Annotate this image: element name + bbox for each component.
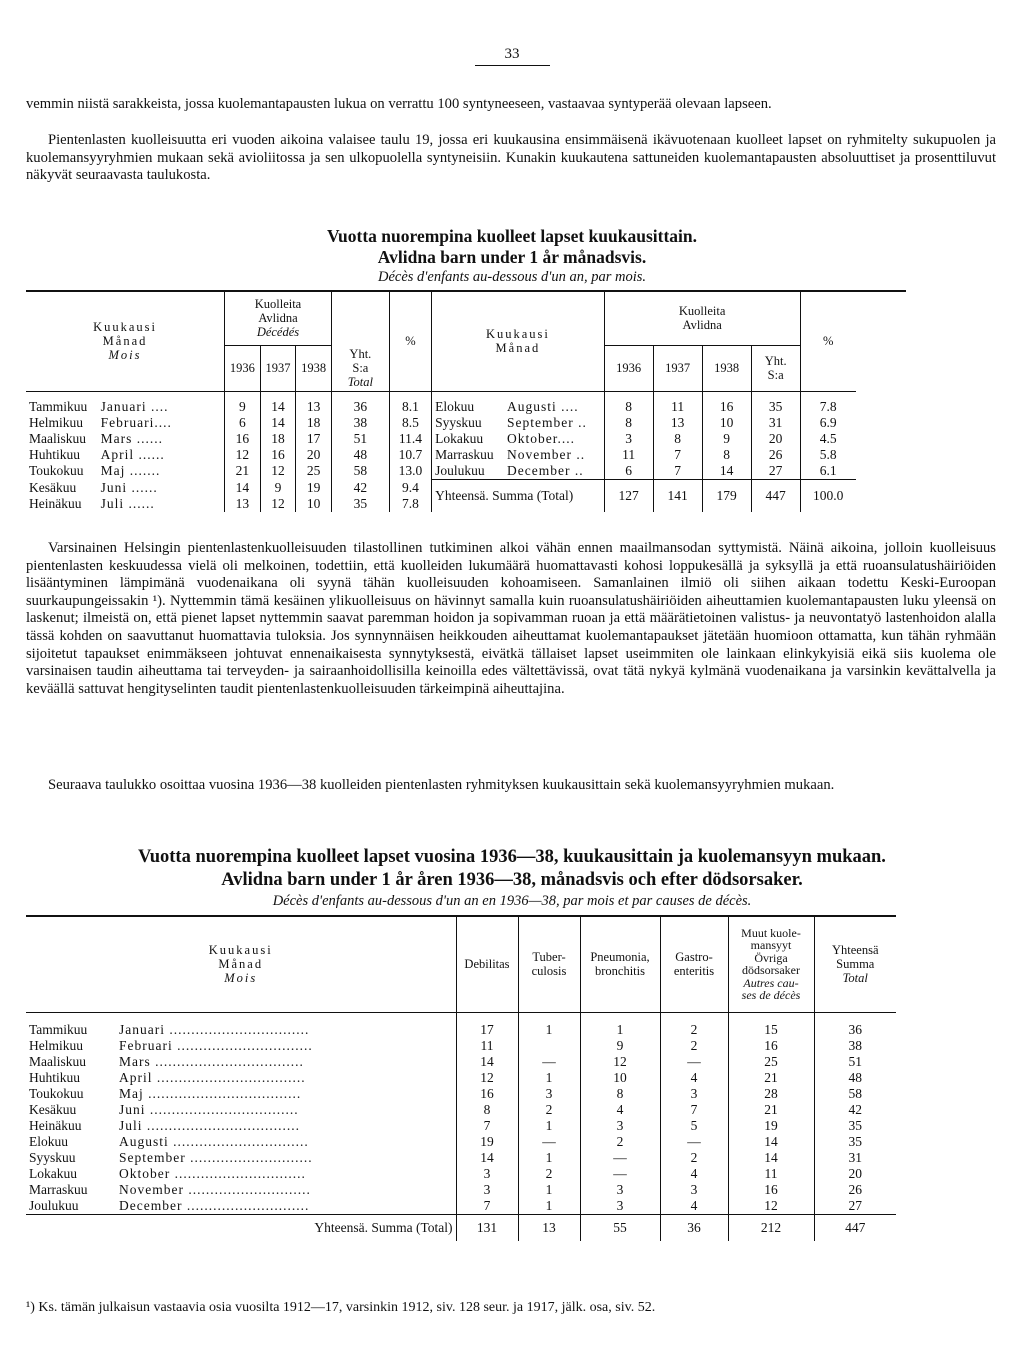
paragraph-intro: vemmin niistä sarakkeista, jossa kuolemantapausten lukua on verrattu 100 syntyneeseen, vastaavaa syntyperää olevaan lapseen. [26, 96, 772, 112]
paragraph-seasonal: Pientenlasten kuolleisuutta eri vuoden aikoina valaisee taulu 19, jossa eri kuukausina ensimmäisenä ikävuotenaan kuolleet lapset on ryhmitelty sukupuolen ja kuolemansyyryhmien mukaan sekä avioliitossa ja sen ulkopuolella syntyneisiin. Kunakin kuukautena sattuneiden kuolemantapausten absoluuttiset ja prosenttiluvut näkyvät seuraavasta taulukosta. [26, 132, 996, 184]
right-year-1936-header: 1936 [604, 345, 653, 391]
table2-row: Kesäkuu Juni .................................. 8 2 4 7 21 42 [29, 1102, 862, 1117]
monthly-deaths-table [26, 290, 906, 512]
table2-row: Maaliskuu Mars .................................. 14 — 12 — 25 51 [29, 1054, 862, 1069]
tuberculosis-header: Tuber- culosis [518, 916, 580, 1012]
table1-row: Kesäkuu Juni ...... 14 9 19 42 9.4 Yhteensä. Summa (Total) 127 141 179 447 100.0 [26, 480, 906, 496]
table1-title-sv: Avlidna barn under 1 år månadsvis. [377, 247, 647, 267]
year-1937-header: 1937 [260, 345, 296, 391]
footnote: ¹) Ks. tämän julkaisun vastaavia osia vuosilta 1912—17, varsinkin 1912, siv. 128 seur. ja 1917, jälk. osa, siv. 52. [26, 1300, 656, 1315]
table2-title-sv: Avlidna barn under 1 år åren 1936—38, månadsvis och efter dödsorsaker. [221, 870, 803, 890]
table1-row: Maaliskuu Mars ...... 16 18 17 51 11.4 Lokakuu Oktober.... 3 8 9 20 4.5 [29, 431, 837, 446]
table1-deaths-header: Kuolleita Avlidna Décédés [225, 291, 332, 345]
other-causes-header: Muut kuole- mansyyt Övriga dödsorsaker Autres cau- ses de décès [728, 916, 814, 1012]
table1-row: Toukokuu Maj ....... 21 12 25 58 13.0 Joulukuu December .. 6 7 14 27 6.1 [26, 463, 906, 480]
table2-row: Elokuu Augusti ............................... 19 — 2 — 14 35 [29, 1134, 862, 1149]
table1-month-header: Kuukausi Månad Mois [26, 291, 225, 391]
table1-right-month-header: Kuukausi Månad [432, 291, 605, 391]
table2-month-header: Kuukausi Månad Mois [26, 916, 456, 1012]
table1-title-fr: Décès d'enfants au-dessous d'un an, par mois. [378, 269, 646, 285]
table2-row: Syyskuu September ............................ 14 1 — 2 14 31 [29, 1150, 862, 1165]
paragraph-next-table: Seuraava taulukko osoittaa vuosina 1936—38 kuolleiden pientenlasten ryhmityksen kuukausittain sekä kuolemansyyryhmien mukaan. [48, 777, 835, 793]
table1-total-header: Yht. S:a Total [331, 345, 389, 391]
table2-total-header: Yhteensä Summa Total [814, 916, 896, 1012]
gastroenteritis-header: Gastro- enteritis [660, 916, 728, 1012]
table2-row: Lokakuu Oktober .............................. 3 2 — 4 11 20 [29, 1166, 862, 1181]
causes-of-death-table [26, 915, 896, 1241]
table2-title-fi: Vuotta nuorempina kuolleet lapset vuosina 1936—38, kuukausittain ja kuolemansyyn mukaan. [138, 847, 886, 867]
debilitas-header: Debilitas [456, 916, 518, 1012]
table2-title-fr: Décès d'enfants au-dessous d'un an en 1936—38, par mois et par causes de décès. [272, 893, 752, 909]
table1-percent-header: % [389, 291, 431, 391]
table2-row: Toukokuu Maj ................................... 16 3 8 3 28 58 [29, 1086, 862, 1101]
table1-row: Heinäkuu Juli ...... 13 12 10 35 7.8 [26, 496, 906, 512]
page-number: 33 [0, 46, 1024, 63]
table1-row: Huhtikuu April ...... 12 16 20 48 10.7 Marraskuu November .. 11 7 8 26 5.8 [29, 447, 837, 462]
table1-row: Tammikuu Januari .... 9 14 13 36 8.1 Elokuu Augusti .... 8 11 16 35 7.8 [29, 399, 837, 414]
right-year-1937-header: 1937 [653, 345, 702, 391]
right-total-header: Yht. S:a [751, 345, 800, 391]
table2-total-row: Yhteensä. Summa (Total) 131 13 55 36 212 447 [26, 1215, 896, 1241]
table2-row: Marraskuu November ............................ 3 1 3 3 16 26 [29, 1182, 862, 1197]
table2-row: Huhtikuu April .................................. 12 1 10 4 21 48 [29, 1070, 862, 1085]
table1-total-label: Yhteensä. Summa (Total) [432, 480, 605, 512]
table2-row: Heinäkuu Juli ................................... 7 1 3 5 19 35 [29, 1118, 862, 1133]
table1-row: Helmikuu Februari.... 6 14 18 38 8.5 Syyskuu September .. 8 13 10 31 6.9 [29, 415, 837, 430]
right-year-1938-header: 1938 [702, 345, 751, 391]
table2-row: Tammikuu Januari ................................ 17 1 1 2 15 36 [29, 1022, 862, 1037]
table1-title-fi: Vuotta nuorempina kuolleet lapset kuukausittain. [326, 226, 698, 246]
table2-row: Helmikuu Februari ............................... 11 9 2 16 38 [29, 1038, 862, 1053]
paragraph-history: Varsinainen Helsingin pientenlastenkuolleisuuden tilastollinen tutkiminen alkoi vähän ennen maailmansodan syttymistä. Näinä aikoina, jolloin kuolleisuus pientenlasten keskuudessa vielä oli melkoinen, todettiin, että kuolleiden lukumäärä huomattavasti kohosi loppukesällä ja syksyllä ja että ruoansulatushäiriöiden lisääntyminen lämpimänä vuodenaikana oli syynä tähän kuolleisuuden kohoamiseen. Samanlainen ilmiö oli siihen aikaan todettu Keski-Euroopan suurkaupungeissakin ¹). Nyttemmin tämä kesäinen ylikuolleisuus on hävinnyt samalla kuin ruoansulatushäiriöiden aiheuttamien kuolemantapausten luku yleensä on laskenut; ilmeistä on, että pienet lapset nyttemmin saavat paremman hoidon ja sopivamman ruoan ja että määrätietoinen valistus- ja neuvontatyö lastenhoidon alalla tässä kohden on saavuttanut huomattavia tuloksia. Jos synnynnäisen heikkouden aiheuttamat kuolemantapaukset jätetään huomioon ottamatta, kun tähän ryhmään sijoitetut tapaukset enimmäkseen johtuvat ennenaikaisesta synnytyksestä, eivätkä tällaiset lapset useimmiten ole lainkaan elinkykyisiä eikä siis kuolema ole varsinaisen taudin aiheuttama tai terveyden- ja sairaanhoidollisilla keinoilla edes vältettävissä, ovat tätä nykyä kylmänä vuodenaikana ja varsinkin kevättalvella ja keväällä sattuvat hengityselinten taudit pientenlastenkuolleisuuden tärkeimpinä aiheuttajina. [26, 540, 996, 697]
table1-right-deaths-header: Kuolleita Avlidna [604, 291, 800, 345]
year-1938-header: 1938 [296, 345, 332, 391]
table2-row: Joulukuu December ............................ 7 1 3 4 12 27 [26, 1198, 896, 1215]
year-1936-header: 1936 [225, 345, 261, 391]
pneumonia-header: Pneumonia, bronchitis [580, 916, 660, 1012]
table1-right-percent-header: % [800, 291, 856, 391]
